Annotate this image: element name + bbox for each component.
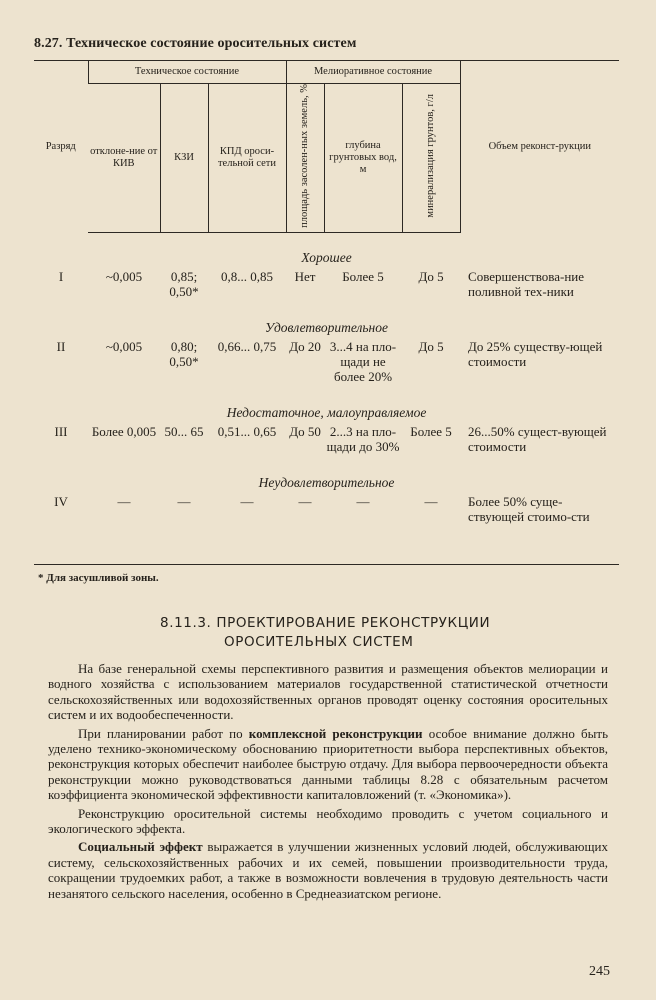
table-title: 8.27. Техническое состояние оросительных систем [34,36,357,51]
cell-kzi: 50... 65 [164,423,204,439]
header-depth: глубина грунтовых вод, м [324,84,402,233]
cell-volume: 26...50% сущест-вующей стоимости [468,423,607,454]
cell-kzi: — [177,493,191,509]
header-rank: Разряд [34,61,88,233]
header-area [286,84,324,233]
paragraph-2-start: При планировании работ по [78,725,249,741]
cell-depth: 3...4 на пло-щади не более 20% [329,338,397,384]
cell-mineral: До 5 [418,338,444,354]
category-insufficient: Недостаточное, малоуправляемое [226,404,427,420]
cell-depth: Более 5 [342,268,384,284]
body-text [48,661,608,904]
header-area-text: площадь засолен-ных земель, % [299,84,311,228]
cell-kpd: 0,66... 0,75 [217,338,277,354]
cell-kiv: ~0,005 [105,268,143,284]
cell-area: Нет [294,268,316,284]
cell-mineral: До 5 [418,268,444,284]
cell-rank: III [54,423,68,439]
table-row [34,339,619,388]
cell-depth: — [356,493,370,509]
table-bottom-rule [34,564,619,565]
section-heading [160,614,580,652]
paragraph-1: На базе генеральной схемы перспективного развития и размещения объектов мелиорации и водного хозяйства с использованием материалов государственной статистической отчетности сельскохозяйственных или водохозяйственных органов проводят оценку состояния оросительных систем и их водообеспеченности. [48,661,608,723]
paragraph-4-rest: выражается в улучшении жизненных условий людей, обслуживающих систему, сельскохозяйственных рабочих и их семей, повышении производительности труда, сокращении трудоемких работ, а также в возможности вовлечения в трудовую деятельность части незанятого сельского населения, особенно в Среднеазиатском регионе. [48,839,608,901]
cell-kpd: 0,51... 0,65 [217,423,277,439]
header-kzi: КЗИ [160,84,208,233]
cell-area: — [298,493,312,509]
technical-state-table [34,60,619,528]
cell-kpd: — [240,493,254,509]
paragraph-2-rest: особое внимание должно быть уделено технико-экономическому обоснованию приоритетности выбора перспективных объектов, реконструкция которых обеспечит наиболее быструю отдачу. Для выбора первоочередности объекта реконструкции можно руководствоваться данными таблицы 8.28 с обязательным расчетом коэффициента экономической эффективности капиталовложений (т. «Экономика»). [48,725,609,803]
table-row [34,494,619,528]
section-heading-line2: ОРОСИТЕЛЬНЫХ СИСТЕМ [224,634,414,650]
cell-kpd: 0,8... 0,85 [221,268,273,284]
cell-kiv: ~0,005 [105,338,143,354]
cell-kzi: 0,80; 0,50* [169,338,199,369]
footnote: * Для засушливой зоны. [38,572,159,584]
paragraph-3: Реконструкцию оросительной системы необходимо проводить с учетом социального и экологического эффекта. [48,805,608,837]
table-row [34,424,619,458]
cell-kiv: — [117,493,131,509]
paragraph-4 [48,839,608,901]
cell-kiv: Более 0,005 [91,423,157,439]
header-kiv: отклоне-ние от КИВ [88,84,160,233]
paragraph-2-bold-term: комплексной реконструкции [248,725,423,741]
cell-area: До 50 [289,423,321,439]
category-good: Хорошее [301,249,352,265]
paragraph-2 [48,726,608,803]
cell-mineral: Более 5 [410,423,452,439]
cell-kzi: 0,85; 0,50* [169,268,199,299]
header-mineral [402,84,460,233]
header-mineral-text: минерализация грунтов, г/л [425,94,437,218]
cell-volume: До 25% существу-ющей стоимости [468,338,603,369]
cell-rank: II [56,338,66,354]
cell-rank: IV [54,493,68,509]
header-kpd: КПД ороси-тельной сети [208,84,286,233]
paragraph-4-bold-term: Социальный эффект [78,839,203,855]
header-melio-group: Мелиоративное состояние [286,61,460,84]
cell-rank: I [58,268,64,284]
cell-volume: Более 50% суще-ствующей стоимо-сти [468,493,590,524]
cell-volume: Совершенствова-ние поливной тех-ники [468,268,585,299]
header-volume: Объем реконст-рукции [460,61,619,233]
category-unsatisfactory: Неудовлетворительное [258,474,395,490]
cell-depth: 2...3 на пло-щади до 30% [326,423,400,454]
table-row [34,269,619,303]
page-number: 245 [589,964,610,979]
header-tech-group: Техническое состояние [88,61,286,84]
cell-area: До 20 [289,338,321,354]
section-heading-line1: 8.11.3. ПРОЕКТИРОВАНИЕ РЕКОНСТРУКЦИИ [160,615,491,631]
cell-mineral: — [424,493,438,509]
category-satisfactory: Удовлетворительное [265,319,388,335]
